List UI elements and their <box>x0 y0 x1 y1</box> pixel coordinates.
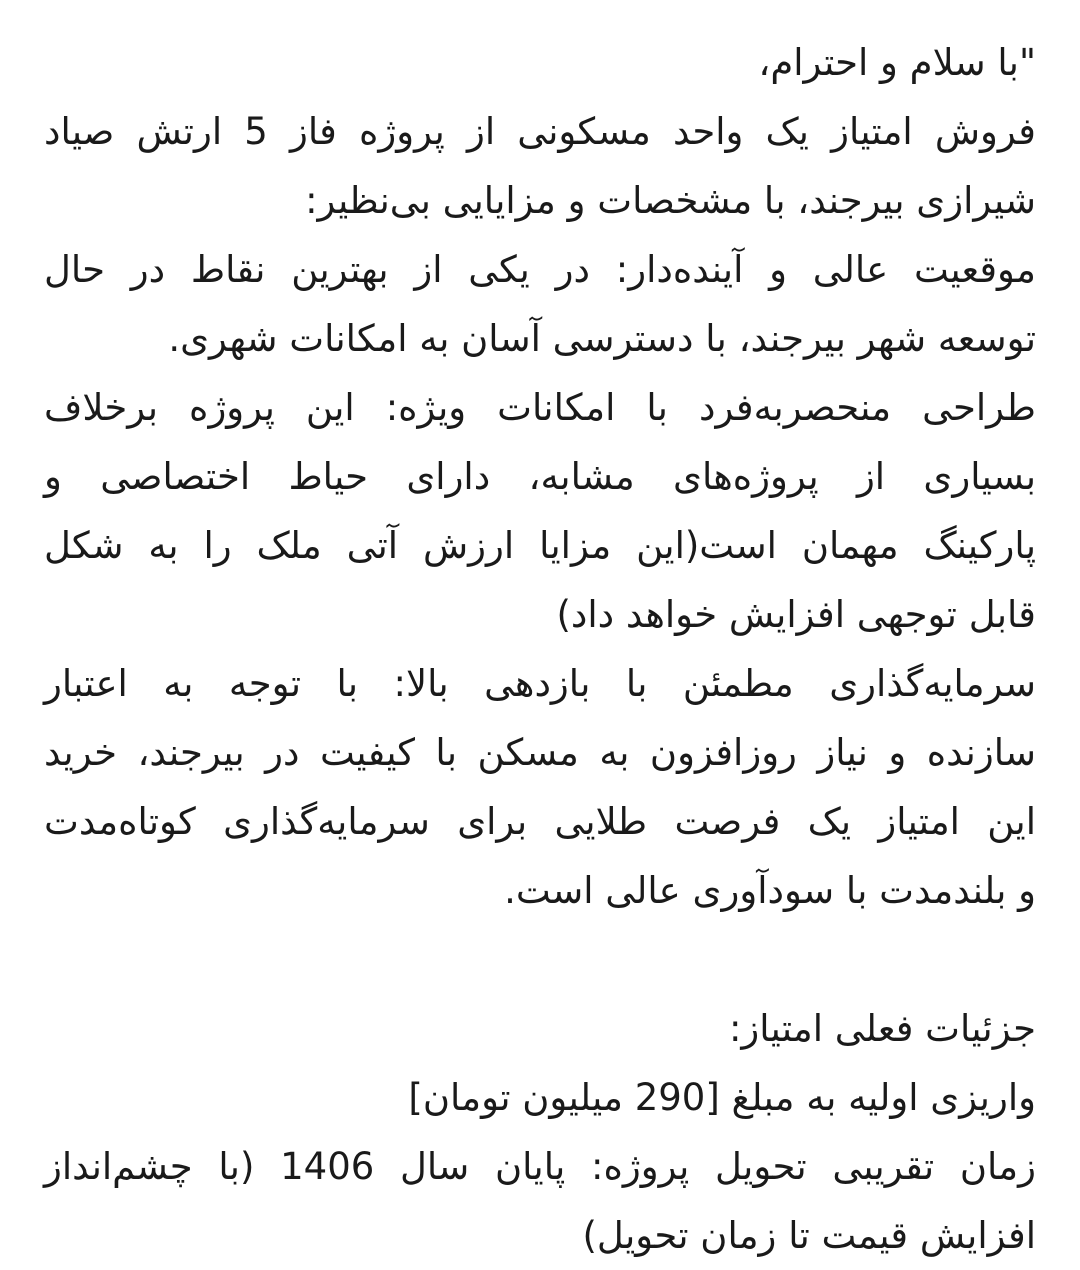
paragraph-spacer <box>44 925 1036 994</box>
design-line-3: پارکینگ مهمان است(این مزایا ارزش آتی ملک را به شکل <box>44 524 1036 567</box>
details-heading: جزئیات فعلی امتیاز: <box>728 1007 1036 1050</box>
design-line-2: بسیاری از پروژه‌های مشابه، دارای حیاط اختصاصی و <box>44 455 1036 498</box>
location-line-2: توسعه شهر بیرجند، با دسترسی آسان به امکانات شهری. <box>168 317 1036 360</box>
investment-line-3: این امتیاز یک فرصت طلایی برای سرمایه‌گذاری کوتاه‌مدت <box>44 800 1036 843</box>
greeting-line: "با سلام و احترام، <box>758 41 1036 84</box>
investment-line-1: سرمایه‌گذاری مطمئن با بازدهی بالا: با توجه به اعتبار <box>44 662 1036 705</box>
intro-line-2: شیرازی بیرجند، با مشخصات و مزایایی بی‌نظیر: <box>305 179 1036 222</box>
investment-line-2: سازنده و نیاز روزافزون به مسکن با کیفیت در بیرجند، خرید <box>44 731 1036 774</box>
design-line-4: قابل توجهی افزایش خواهد داد) <box>556 593 1036 636</box>
delivery-line-1: زمان تقریبی تحویل پروژه: پایان سال 1406 (با چشم‌انداز <box>44 1145 1036 1188</box>
location-line-1: موقعیت عالی و آینده‌دار: در یکی از بهترین نقاط در حال <box>44 248 1036 291</box>
investment-line-4: و بلندمدت با سودآوری عالی است. <box>504 869 1036 912</box>
deposit-line: واریزی اولیه به مبلغ [290 میلیون تومان] <box>408 1076 1036 1119</box>
intro-line-1: فروش امتیاز یک واحد مسکونی از پروژه فاز 5 ارتش صیاد <box>44 110 1036 153</box>
delivery-line-2: افزایش قیمت تا زمان تحویل) <box>582 1214 1036 1257</box>
design-line-1: طراحی منحصربه‌فرد با امکانات ویژه: این پروژه برخلاف <box>44 386 1036 429</box>
